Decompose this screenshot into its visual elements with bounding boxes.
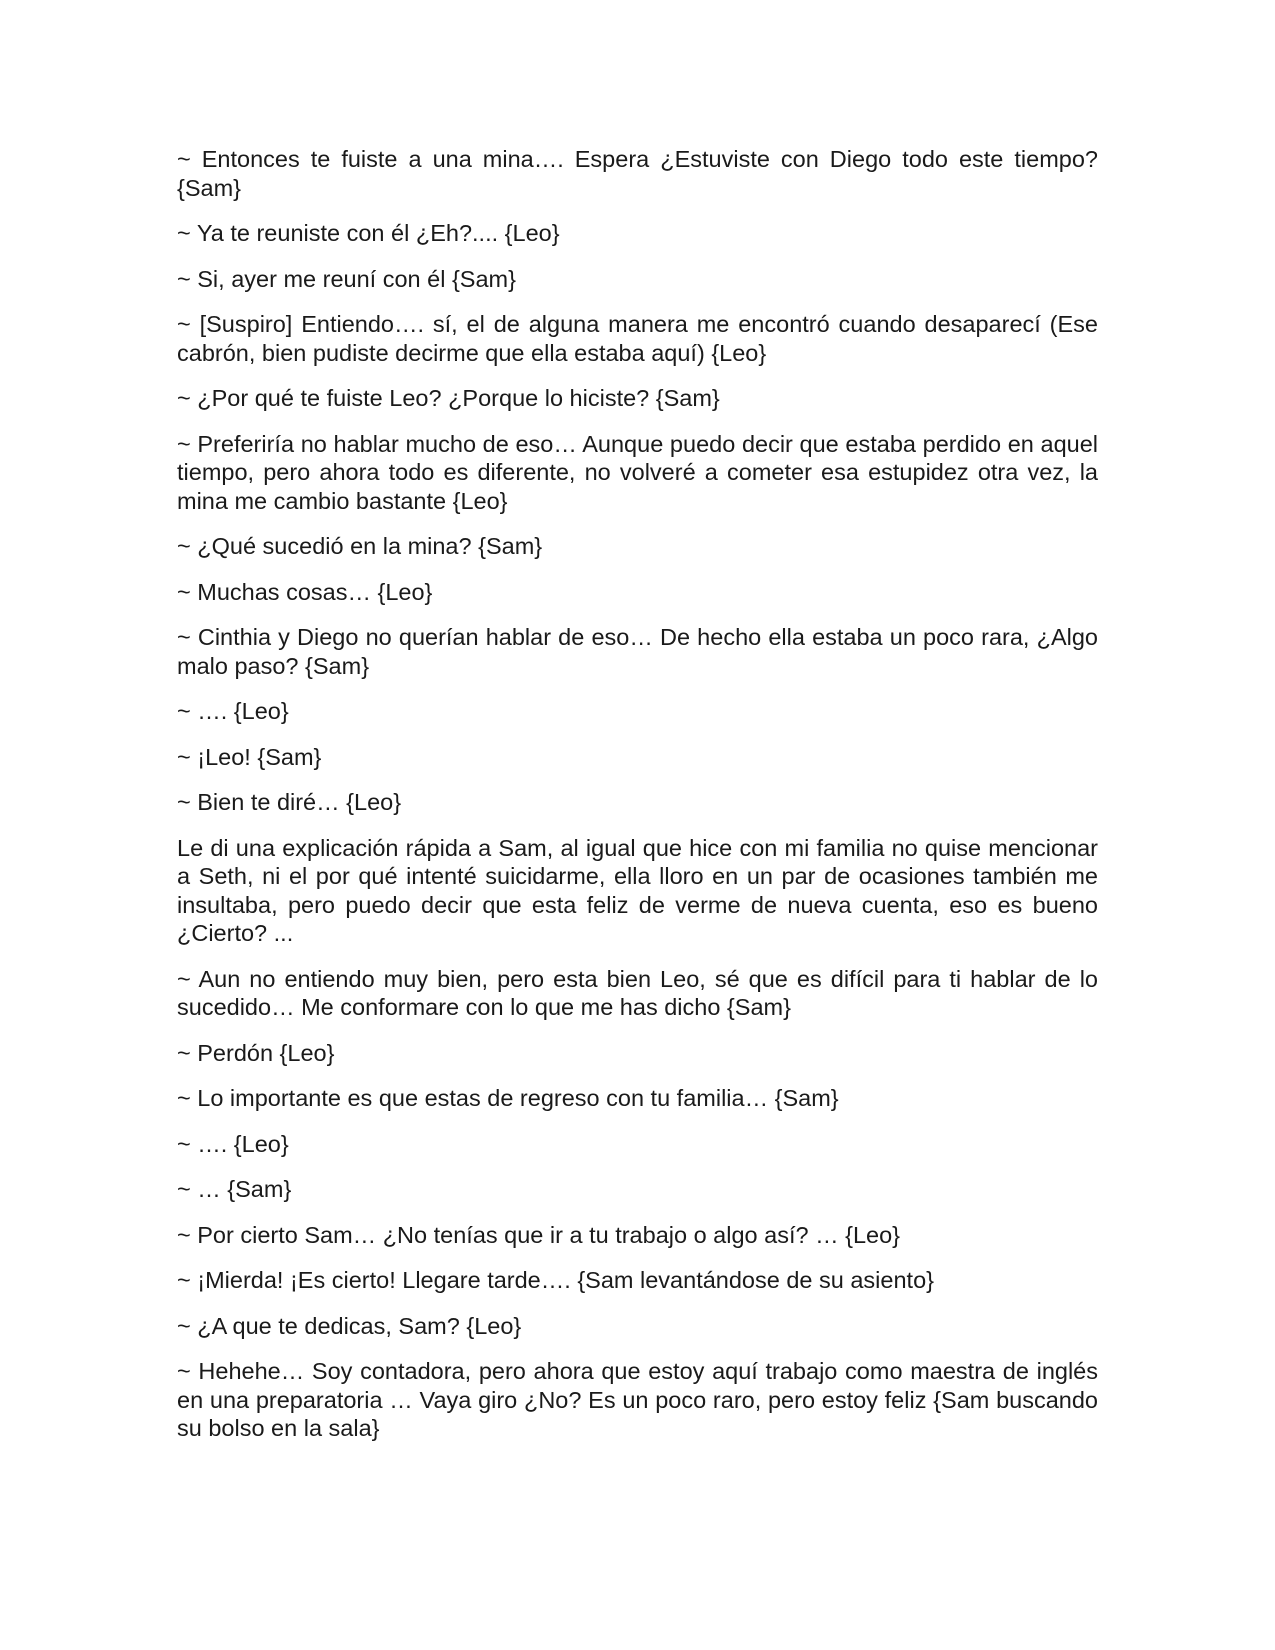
narration-paragraph: Le di una explicación rápida a Sam, al igual que hice con mi familia no quise mencionar a Seth, ni el por qué intenté suicidarme, ella lloro en un par de ocasiones también me insultaba, pero puedo decir que esta feliz de verme de nueva cuenta, eso es bueno ¿Cierto? ... (177, 834, 1098, 946)
paragraph: ~ …. {Leo} (177, 698, 289, 724)
paragraph: ~ Lo importante es que estas de regreso con tu familia… {Sam} (177, 1085, 839, 1111)
paragraph: ~ [Suspiro] Entiendo…. sí, el de alguna manera me encontró cuando desaparecí (Ese cabrón, bien pudiste decirme que ella estaba aquí) {Leo} (177, 311, 1098, 366)
paragraph: ~ Perdón {Leo} (177, 1039, 335, 1066)
paragraph: ~ Ya te reuniste con él ¿Eh?.... {Leo} (177, 220, 560, 246)
paragraph: ~ ¿A que te dedicas, Sam? {Leo} (177, 1312, 522, 1339)
paragraph: ~ Hehehe… Soy contadora, pero ahora que estoy aquí trabajo como maestra de inglés en una preparatoria … Vaya giro ¿No? Es un poco raro, pero estoy feliz {Sam buscando su bolso en la sala} (177, 1358, 1098, 1441)
paragraph: ~ ¡Mierda! ¡Es cierto! Llegare tarde…. {Sam levantándose de su asiento} (177, 1267, 934, 1293)
paragraph: ~ … {Sam} (177, 1176, 292, 1202)
paragraph: ~ Por cierto Sam… ¿No tenías que ir a tu trabajo o algo así? … {Leo} (177, 1221, 901, 1248)
paragraph: ~ ¿Por qué te fuiste Leo? ¿Porque lo hiciste? {Sam} (177, 385, 720, 411)
paragraph: ~ …. {Leo} (177, 1130, 289, 1157)
paragraph: ~ Bien te diré… {Leo} (177, 789, 402, 815)
paragraph: ~ Muchas cosas… {Leo} (177, 578, 433, 605)
paragraph: ~ ¡Leo! {Sam} (177, 743, 322, 770)
paragraph: ~ Aun no entiendo muy bien, pero esta bien Leo, sé que es difícil para ti hablar de lo sucedido… Me conformare con lo que me has dicho {Sam} (177, 965, 1098, 1020)
paragraph: ~ Preferiría no hablar mucho de eso… Aunque puedo decir que estaba perdido en aquel tiempo, pero ahora todo es diferente, no volveré a cometer esa estupidez otra vez, la mina me cambio bastante {Leo} (177, 430, 1098, 514)
document-body (177, 145, 1098, 1443)
paragraph: ~ Si, ayer me reuní con él {Sam} (177, 265, 516, 292)
paragraph: ~ Entonces te fuiste a una mina…. Espera ¿Estuviste con Diego todo este tiempo? {Sam} (177, 146, 1098, 201)
paragraph: ~ Cinthia y Diego no querían hablar de eso… De hecho ella estaba un poco rara, ¿Algo malo paso? {Sam} (177, 624, 1098, 679)
paragraph: ~ ¿Qué sucedió en la mina? {Sam} (177, 533, 543, 559)
